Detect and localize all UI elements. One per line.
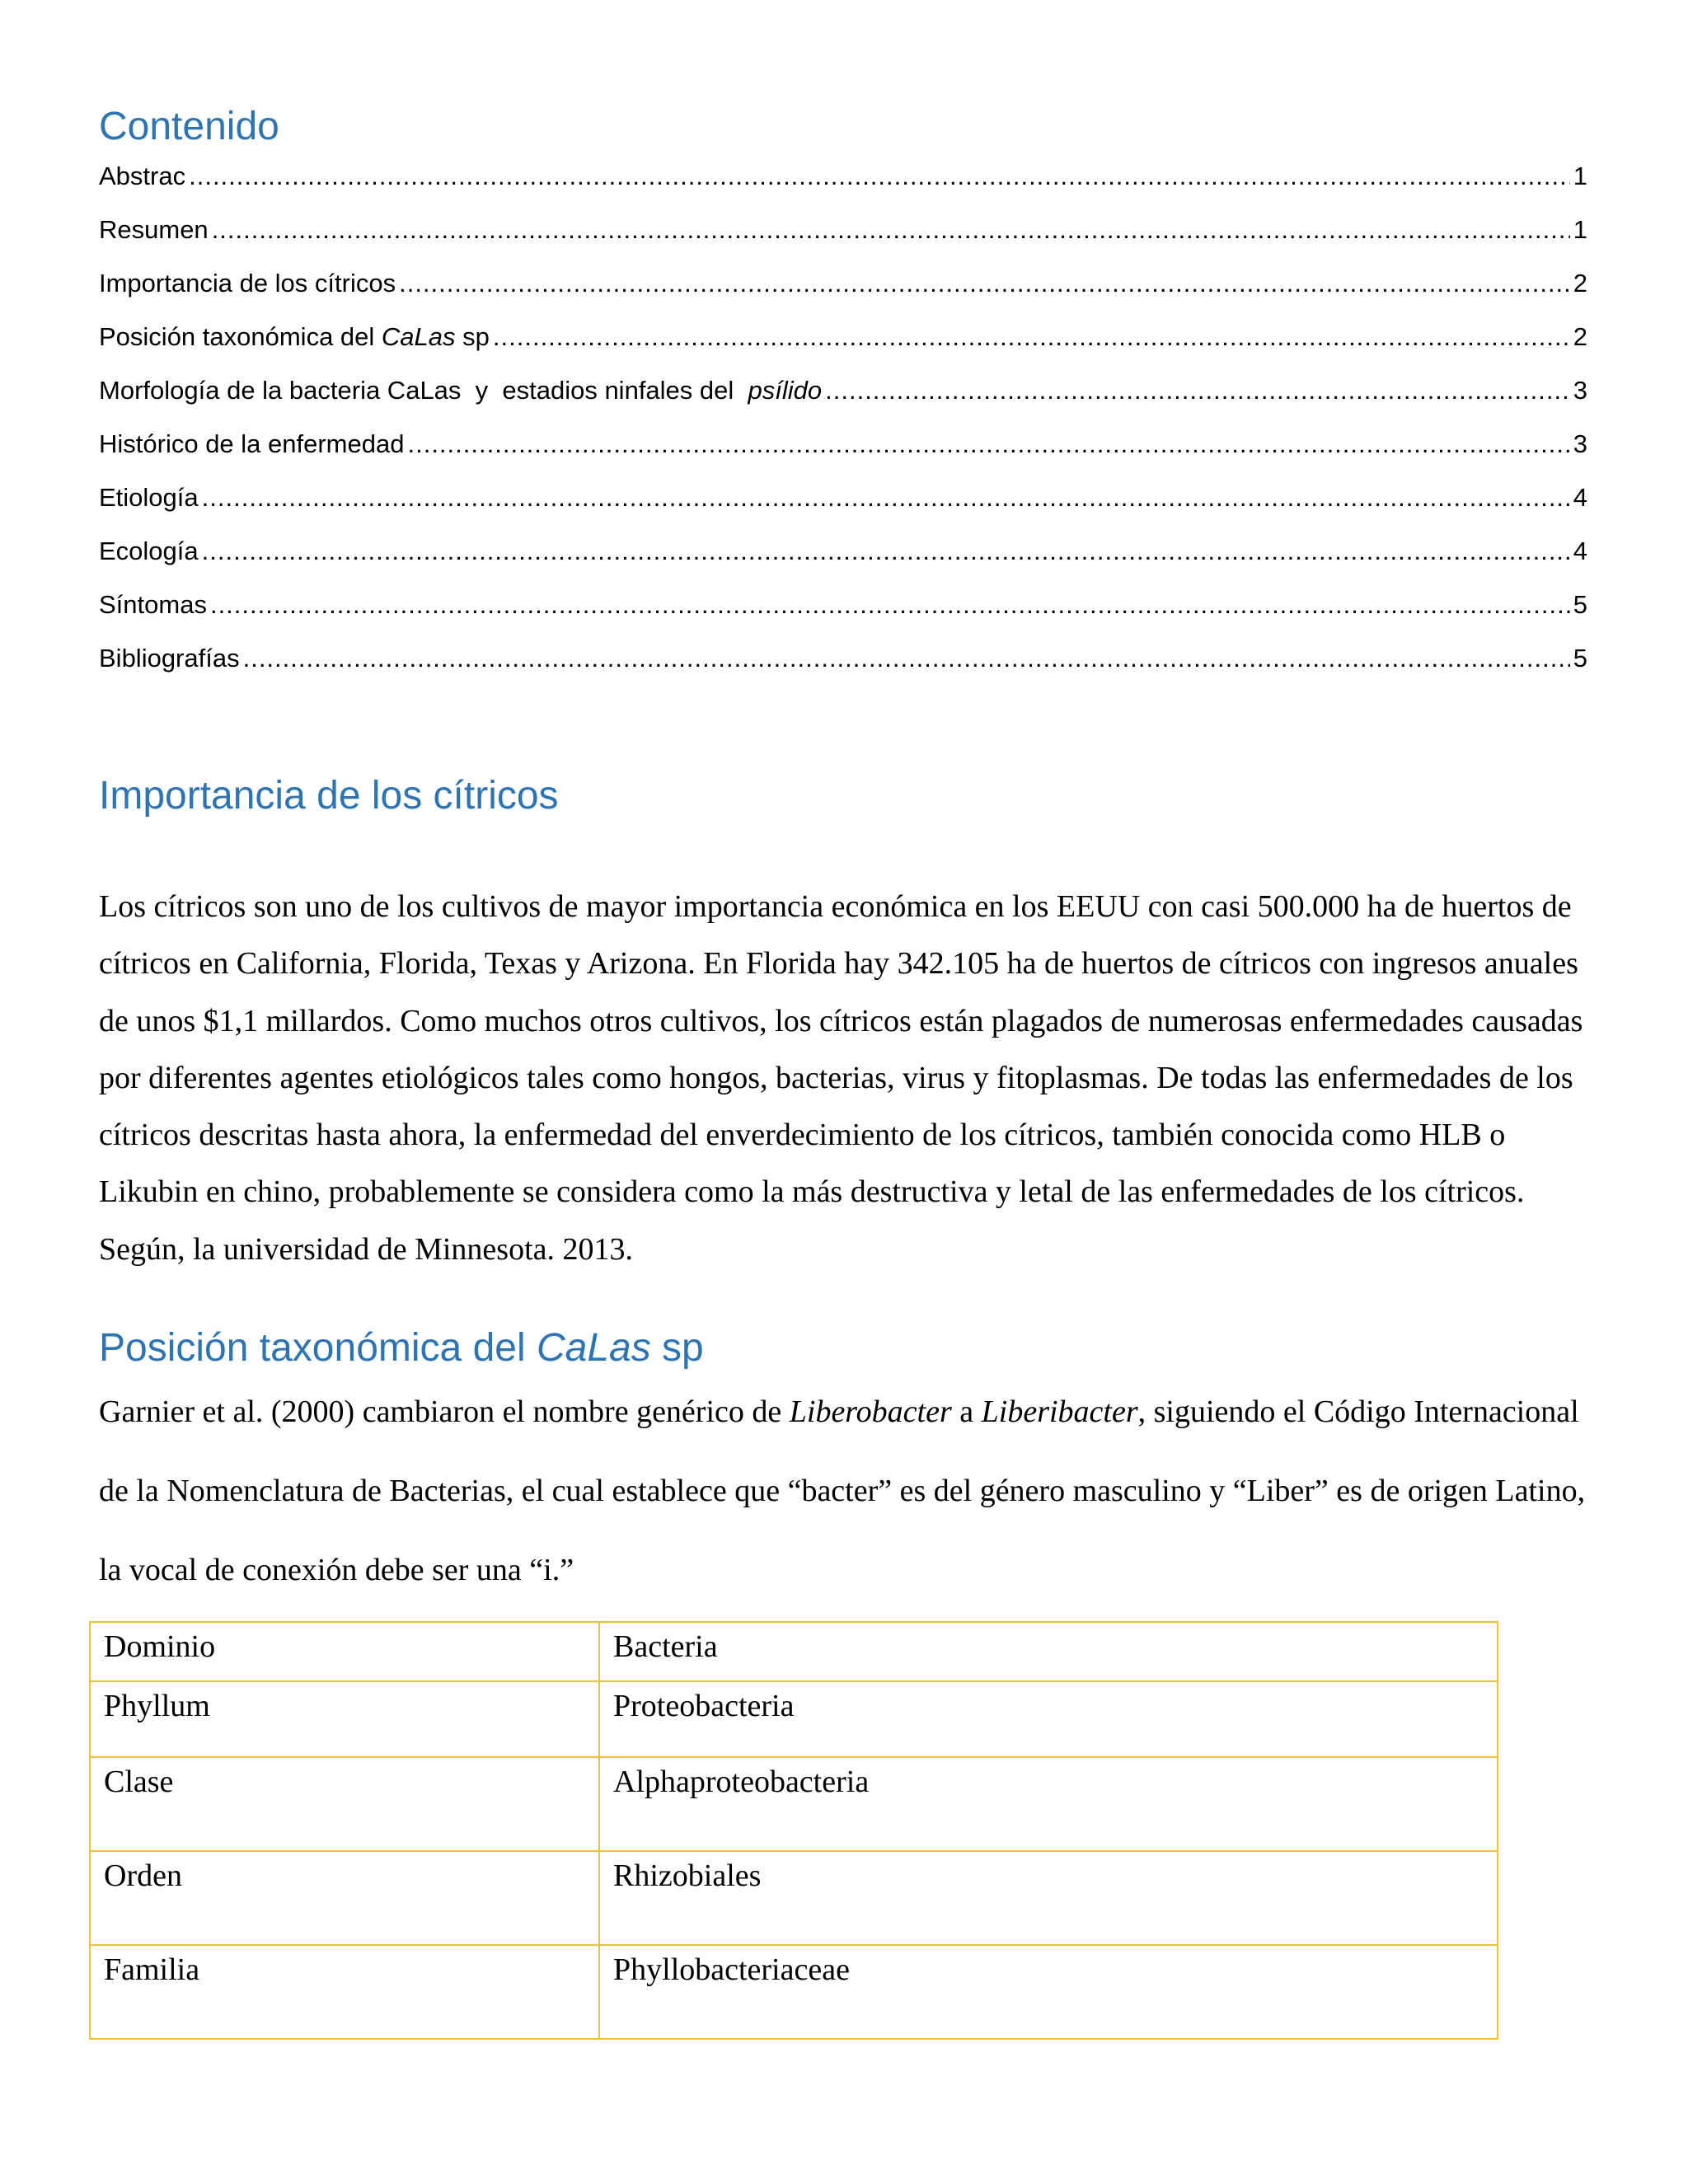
table-cell-rank: Orden	[90, 1851, 599, 1945]
toc-leader-dots	[202, 535, 1570, 568]
toc-entry-label: Resumen	[99, 215, 209, 244]
toc-leader-dots	[210, 588, 1570, 621]
toc-entry[interactable]	[99, 321, 1587, 374]
toc-entry-page: 4	[1573, 483, 1587, 512]
toc-entry-page: 1	[1573, 215, 1587, 244]
paragraph-text-italic: Liberibacter	[981, 1394, 1138, 1429]
heading-text-italic: CaLas	[536, 1326, 651, 1370]
toc-entry-page: 3	[1573, 429, 1587, 458]
table-cell-value: Phyllobacteriaceae	[599, 1945, 1498, 2039]
toc-entry-label: Importancia de los cítricos	[99, 269, 396, 298]
table-row	[90, 1622, 1498, 1681]
toc-entry-page: 5	[1573, 644, 1587, 673]
toc-entry-page: 5	[1573, 590, 1587, 619]
taxonomy-table	[89, 1621, 1498, 2040]
toc-entry[interactable]	[99, 481, 1587, 535]
toc-entry[interactable]	[99, 642, 1587, 696]
toc-leader-dots	[493, 321, 1570, 354]
toc-leader-dots	[212, 213, 1570, 246]
table-cell-rank: Dominio	[90, 1622, 599, 1681]
toc-leader-dots	[189, 160, 1570, 193]
toc-leader-dots	[399, 267, 1570, 300]
section-heading-taxonomia	[99, 1319, 704, 1378]
toc-entry-label: Bibliografías	[99, 644, 240, 673]
toc-entry-label-text: sp	[455, 322, 490, 351]
paragraph-text-italic: Liberobacter	[789, 1394, 952, 1429]
toc-entry-label-text: Posición taxonómica del	[99, 322, 382, 351]
toc-leader-dots	[243, 642, 1570, 675]
paragraph-text: , siguiendo el Código Internacional de la Nomenclatura de Bacterias, el cual establece que “bacter” es del género masculino y “Liber” es de origen Latino, la vocal de conexión debe ser una “i.”	[99, 1394, 1586, 1587]
table-cell-value: Rhizobiales	[599, 1851, 1498, 1945]
toc-entry-page: 3	[1573, 376, 1587, 405]
table-cell-value: Bacteria	[599, 1622, 1498, 1681]
table-row	[90, 1681, 1498, 1757]
section-heading-importancia: Importancia de los cítricos	[99, 774, 559, 818]
toc-entry-label-text: Morfología de la bacteria CaLas y estadios ninfales del	[99, 376, 748, 405]
toc-entry[interactable]	[99, 535, 1587, 588]
toc-entry[interactable]	[99, 374, 1587, 428]
table-cell-rank: Clase	[90, 1757, 599, 1851]
section-paragraph-importancia: Los cítricos son uno de los cultivos de mayor importancia económica en los EEUU con casi 500.000 ha de huertos de cítricos en California, Florida, Texas y Arizona. En Florida hay 342.105 ha de huertos de cítricos con ingresos anuales de unos $1,1 millardos. Como muchos otros cultivos, los cítricos están plagados de numerosas enfermedades causadas por diferentes agentes etiológicos tales como hongos, bacterias, virus y fitoplasmas. De todas las enfermedades de los cítricos descritas hasta ahora, la enfermedad del enverdecimiento de los cítricos, también conocida como HLB o Likubin en chino, probablemente se considera como la más destructiva y letal de las enfermedades de los cítricos. Según, la universidad de Minnesota. 2013.	[99, 889, 1583, 1267]
paragraph-text: a	[951, 1394, 982, 1429]
toc-entry-label: Histórico de la enfermedad	[99, 429, 405, 458]
table-cell-value: Proteobacteria	[599, 1681, 1498, 1757]
toc-entry-label: Etiología	[99, 483, 199, 512]
paragraph-text: Garnier et al. (2000) cambiaron el nombre genérico de	[99, 1394, 790, 1429]
toc-entry-label: Abstrac	[99, 162, 186, 190]
table-of-contents	[99, 160, 1587, 696]
toc-leader-dots	[825, 374, 1570, 407]
toc-entry-label: Ecología	[99, 537, 199, 565]
toc-entry[interactable]	[99, 588, 1587, 642]
toc-entry-page: 1	[1573, 162, 1587, 190]
toc-entry[interactable]	[99, 213, 1587, 267]
toc-entry[interactable]	[99, 160, 1587, 213]
toc-entry-label	[99, 374, 822, 407]
toc-title: Contenido	[99, 105, 279, 148]
table-cell-rank: Familia	[90, 1945, 599, 2039]
table-row	[90, 1945, 1498, 2039]
toc-entry-label	[99, 321, 490, 354]
toc-leader-dots	[407, 428, 1569, 461]
toc-entry[interactable]	[99, 428, 1587, 481]
heading-text: Posición taxonómica del	[99, 1326, 537, 1370]
toc-entry-label-italic: CaLas	[381, 322, 456, 351]
toc-entry-page: 2	[1573, 322, 1587, 351]
toc-entry-page: 4	[1573, 537, 1587, 565]
toc-entry[interactable]	[99, 267, 1587, 321]
toc-entry-label: Síntomas	[99, 590, 207, 619]
toc-entry-page: 2	[1573, 269, 1587, 298]
section-paragraph-taxonomia	[99, 1372, 1587, 1610]
heading-text: sp	[650, 1326, 704, 1370]
table-row	[90, 1757, 1498, 1851]
toc-leader-dots	[202, 481, 1570, 514]
table-cell-rank: Phyllum	[90, 1681, 599, 1757]
toc-entry-label-italic: psílido	[748, 376, 823, 405]
table-cell-value: Alphaproteobacteria	[599, 1757, 1498, 1851]
table-row	[90, 1851, 1498, 1945]
